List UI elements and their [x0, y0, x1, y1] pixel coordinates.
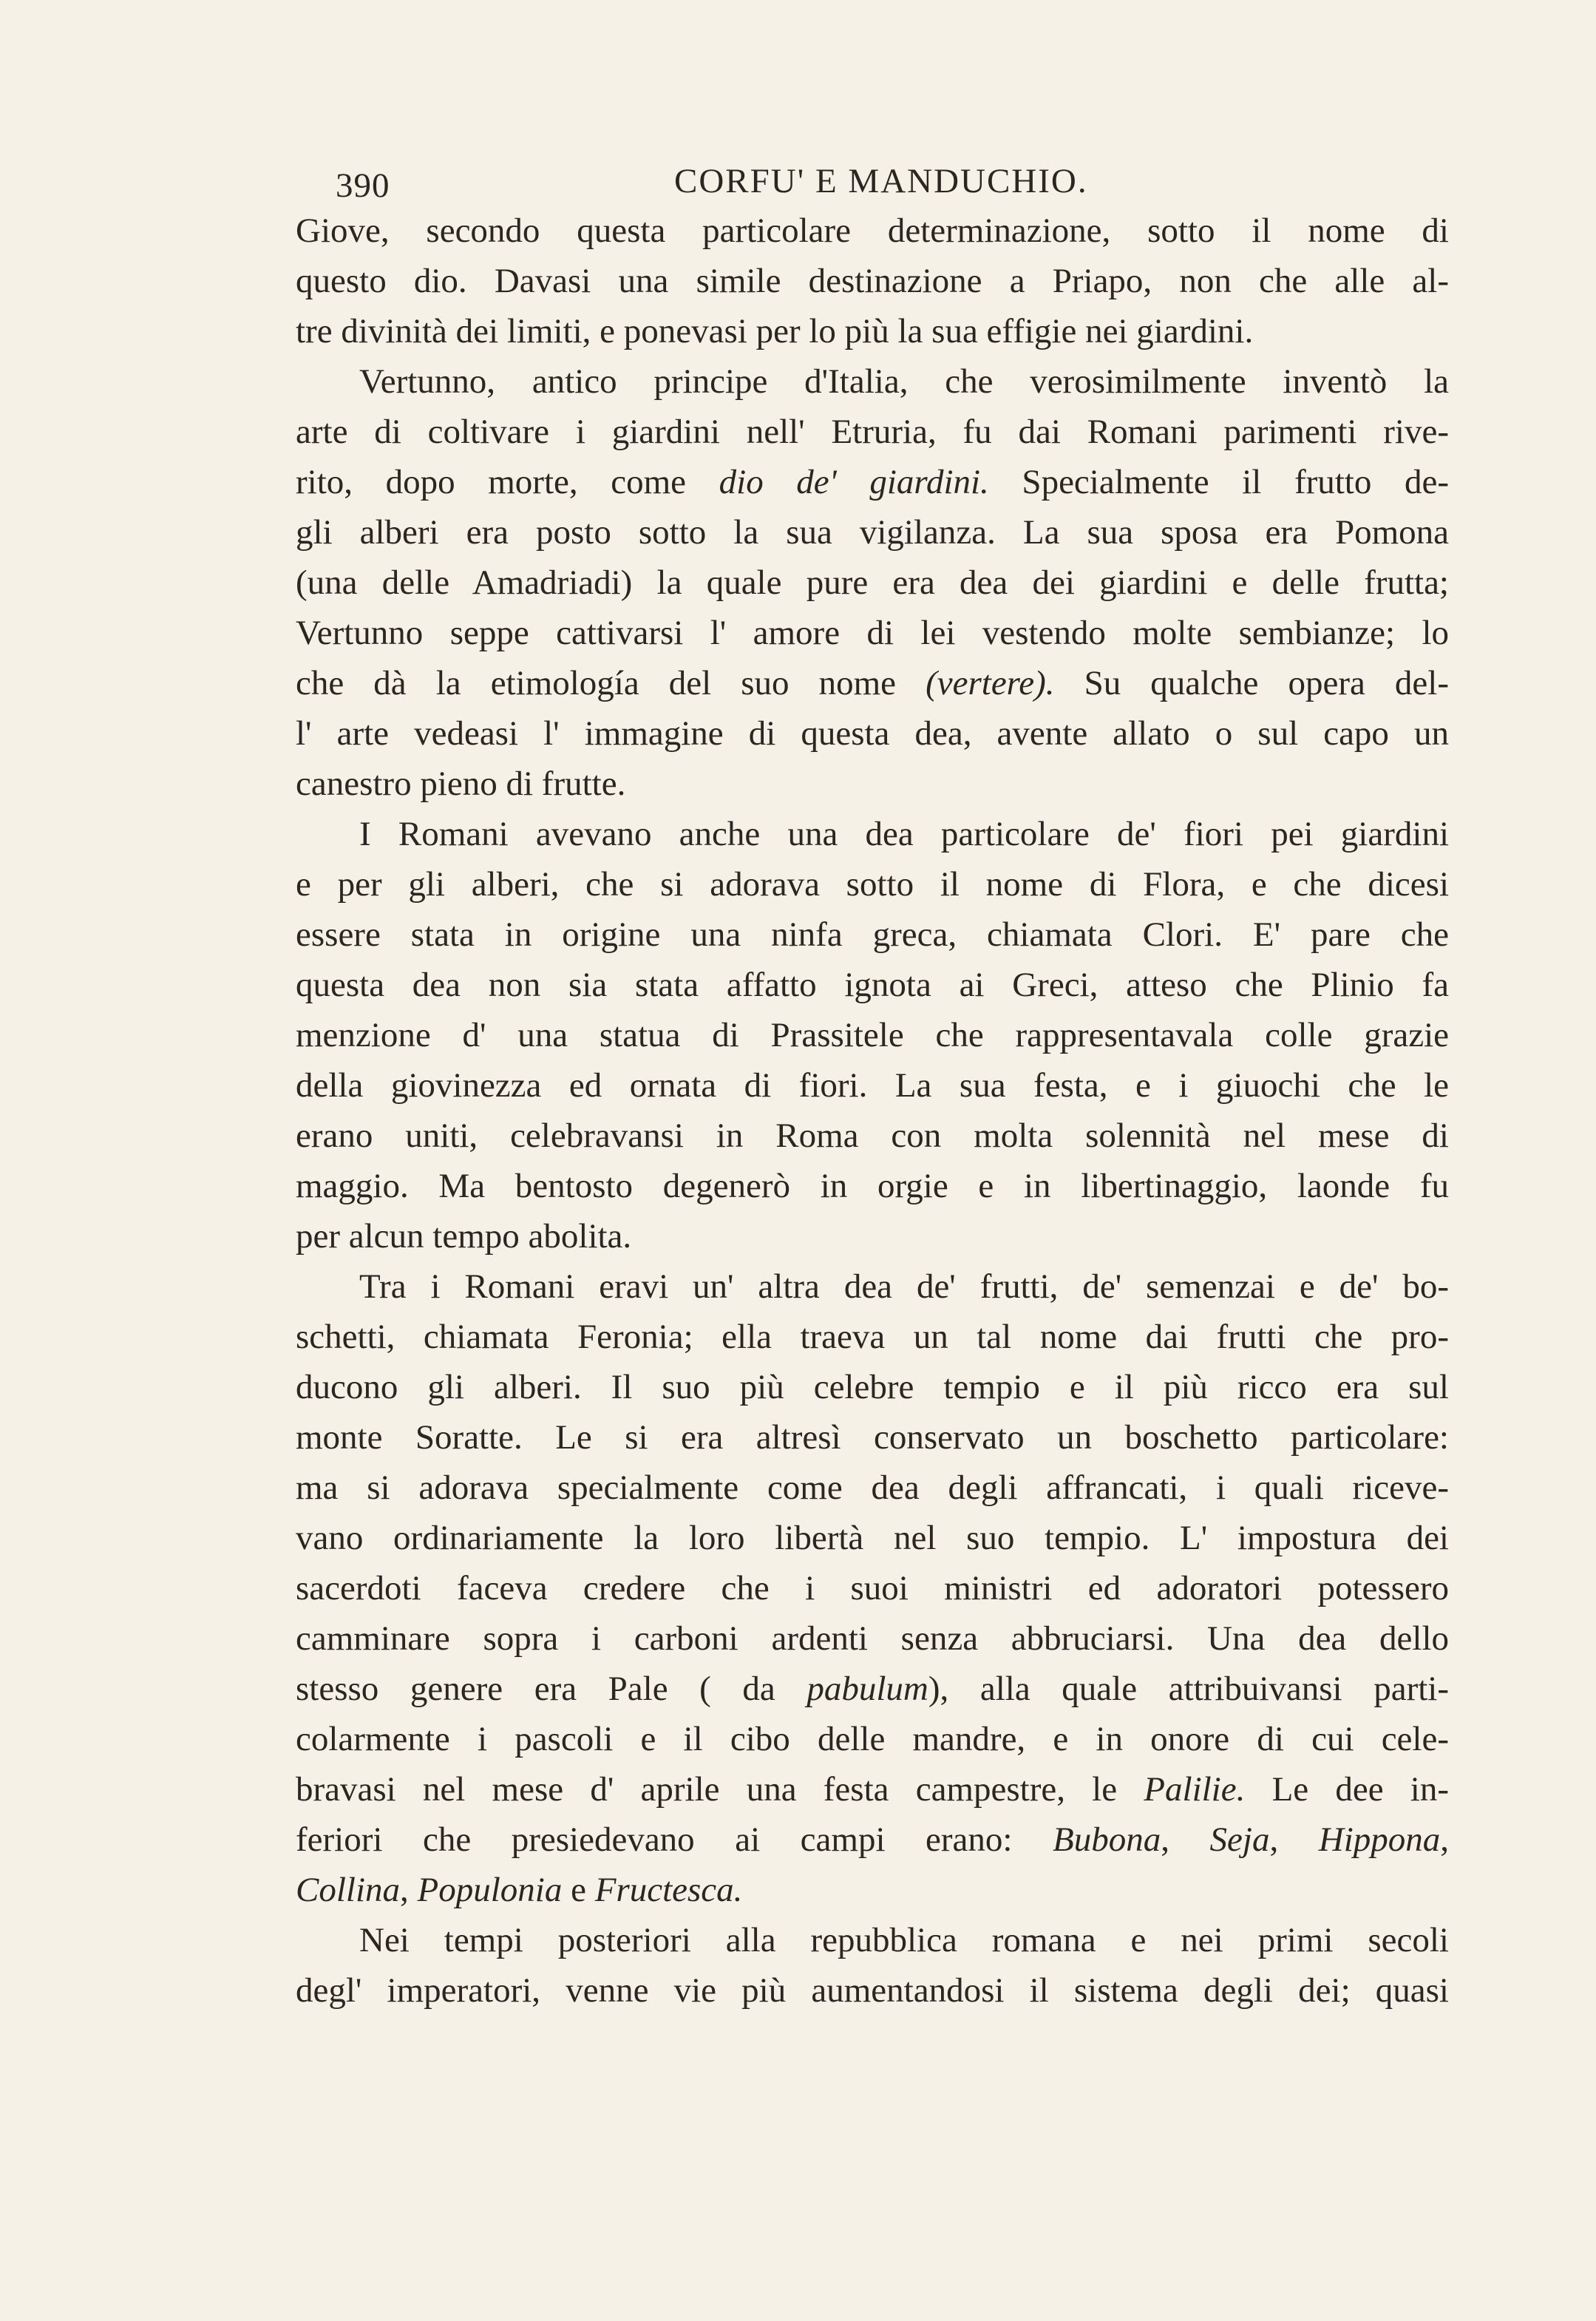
text-line: canestro pieno di frutte.	[296, 765, 626, 803]
italic-text: dio de' giardini.	[719, 463, 989, 501]
text-run: stesso genere era Pale ( da	[296, 1670, 807, 1708]
text-run: ,	[400, 1871, 418, 1909]
text-line: vano ordinariamente la loro libertà nel suo tempio. L' impostura dei	[296, 1519, 1449, 1557]
text-line	[296, 457, 1449, 507]
italic-text: (vertere).	[926, 664, 1055, 702]
text-line: ma si adorava specialmente come dea degli affrancati, i quali riceve-	[296, 1468, 1449, 1507]
text-run: bravasi nel mese d' aprile una festa campestre, le	[296, 1770, 1144, 1809]
text-line: Tra i Romani eravi un' altra dea de' frutti, de' semenzai e de' bo-	[359, 1267, 1449, 1306]
page-number: 390	[336, 166, 390, 205]
italic-text: Bubona	[1053, 1820, 1161, 1859]
text-line: l' arte vedeasi l' immagine di questa dea, avente allato o sul capo un	[296, 714, 1449, 753]
text-line: Nei tempi posteriori alla repubblica romana e nei primi secoli	[359, 1921, 1449, 1959]
text-line: essere stata in origine una ninfa greca, chiamata Clori. E' pare che	[296, 915, 1449, 954]
text-run: e	[562, 1871, 595, 1909]
text-line: Giove, secondo questa particolare determinazione, sotto il nome di	[296, 211, 1449, 250]
text-run: Su qualche opera del-	[1054, 664, 1449, 702]
italic-text: Palilie.	[1144, 1770, 1246, 1809]
text-line: camminare sopra i carboni ardenti senza abbruciarsi. Una dea dello	[296, 1619, 1449, 1658]
text-line: questo dio. Davasi una simile destinazione a Priapo, non che alle al-	[296, 262, 1449, 300]
text-run: ,	[1269, 1820, 1319, 1859]
italic-text: Populonia	[417, 1871, 563, 1909]
body-text	[296, 206, 1449, 2016]
text-run: Specialmente il frutto de-	[988, 463, 1449, 501]
text-run: che dà la etimología del suo nome	[296, 664, 926, 702]
text-line: (una delle Amadriadi) la quale pure era dea dei giardini e delle frutta;	[296, 563, 1449, 602]
text-line: I Romani avevano anche una dea particolare de' fiori pei giardini	[359, 815, 1449, 853]
text-run: ,	[1440, 1820, 1449, 1859]
text-line: sacerdoti faceva credere che i suoi ministri ed adoratori potessero	[296, 1569, 1449, 1607]
text-line: questa dea non sia stata affatto ignota ai Greci, atteso che Plinio fa	[296, 966, 1449, 1004]
text-line: menzione d' una statua di Prassitele che rappresentavala colle grazie	[296, 1016, 1449, 1054]
italic-text: Hippona	[1318, 1820, 1441, 1859]
text-line: Vertunno seppe cattivarsi l' amore di lei vestendo molte sembianze; lo	[296, 614, 1449, 652]
text-run: feriori che presiedevano ai campi erano:	[296, 1820, 1053, 1859]
running-title: CORFU' E MANDUCHIO.	[674, 162, 1088, 200]
text-run: ), alla quale attribuivansi parti-	[928, 1670, 1449, 1708]
text-line: degl' imperatori, venne vie più aumentandosi il sistema degli dei; quasi	[296, 1971, 1449, 2010]
text-line: ducono gli alberi. Il suo più celebre tempio e il più ricco era sul	[296, 1368, 1449, 1406]
text-line: Vertunno, antico principe d'Italia, che verosimilmente inventò la	[359, 362, 1449, 401]
text-line	[296, 1664, 1449, 1714]
text-line: gli alberi era posto sotto la sua vigilanza. La sua sposa era Pomona	[296, 513, 1449, 552]
italic-text: Collina	[296, 1871, 401, 1909]
text-line: monte Soratte. Le si era altresì conservato un boschetto particolare:	[296, 1418, 1449, 1457]
text-line: erano uniti, celebravansi in Roma con molta solennità nel mese di	[296, 1117, 1449, 1155]
text-line: per alcun tempo abolita.	[296, 1217, 632, 1256]
text-line	[296, 658, 1449, 708]
text-line: maggio. Ma bentosto degenerò in orgie e in libertinaggio, laonde fu	[296, 1167, 1449, 1205]
italic-text: pabulum	[807, 1670, 928, 1708]
italic-text: Fructesca.	[594, 1871, 743, 1909]
text-line: e per gli alberi, che si adorava sotto il nome di Flora, e che dicesi	[296, 865, 1449, 904]
text-line: colarmente i pascoli e il cibo delle mandre, e in onore di cui cele-	[296, 1720, 1449, 1758]
text-line: arte di coltivare i giardini nell' Etruria, fu dai Romani parimenti rive-	[296, 413, 1449, 451]
italic-text: Seja	[1209, 1820, 1270, 1859]
text-run: ,	[1161, 1820, 1210, 1859]
text-line: tre divinità dei limiti, e ponevasi per lo più la sua effigie nei giardini.	[296, 312, 1254, 350]
text-line	[296, 1865, 1449, 1915]
text-run: rito, dopo morte, come	[296, 463, 719, 501]
text-line	[296, 1815, 1449, 1865]
text-line: schetti, chiamata Feronia; ella traeva un tal nome dai frutti che pro-	[296, 1318, 1449, 1356]
text-line: della giovinezza ed ornata di fiori. La sua festa, e i giuochi che le	[296, 1066, 1449, 1105]
text-run: Le dee in-	[1245, 1770, 1449, 1809]
text-line	[296, 1764, 1449, 1815]
page-header	[296, 158, 1449, 207]
